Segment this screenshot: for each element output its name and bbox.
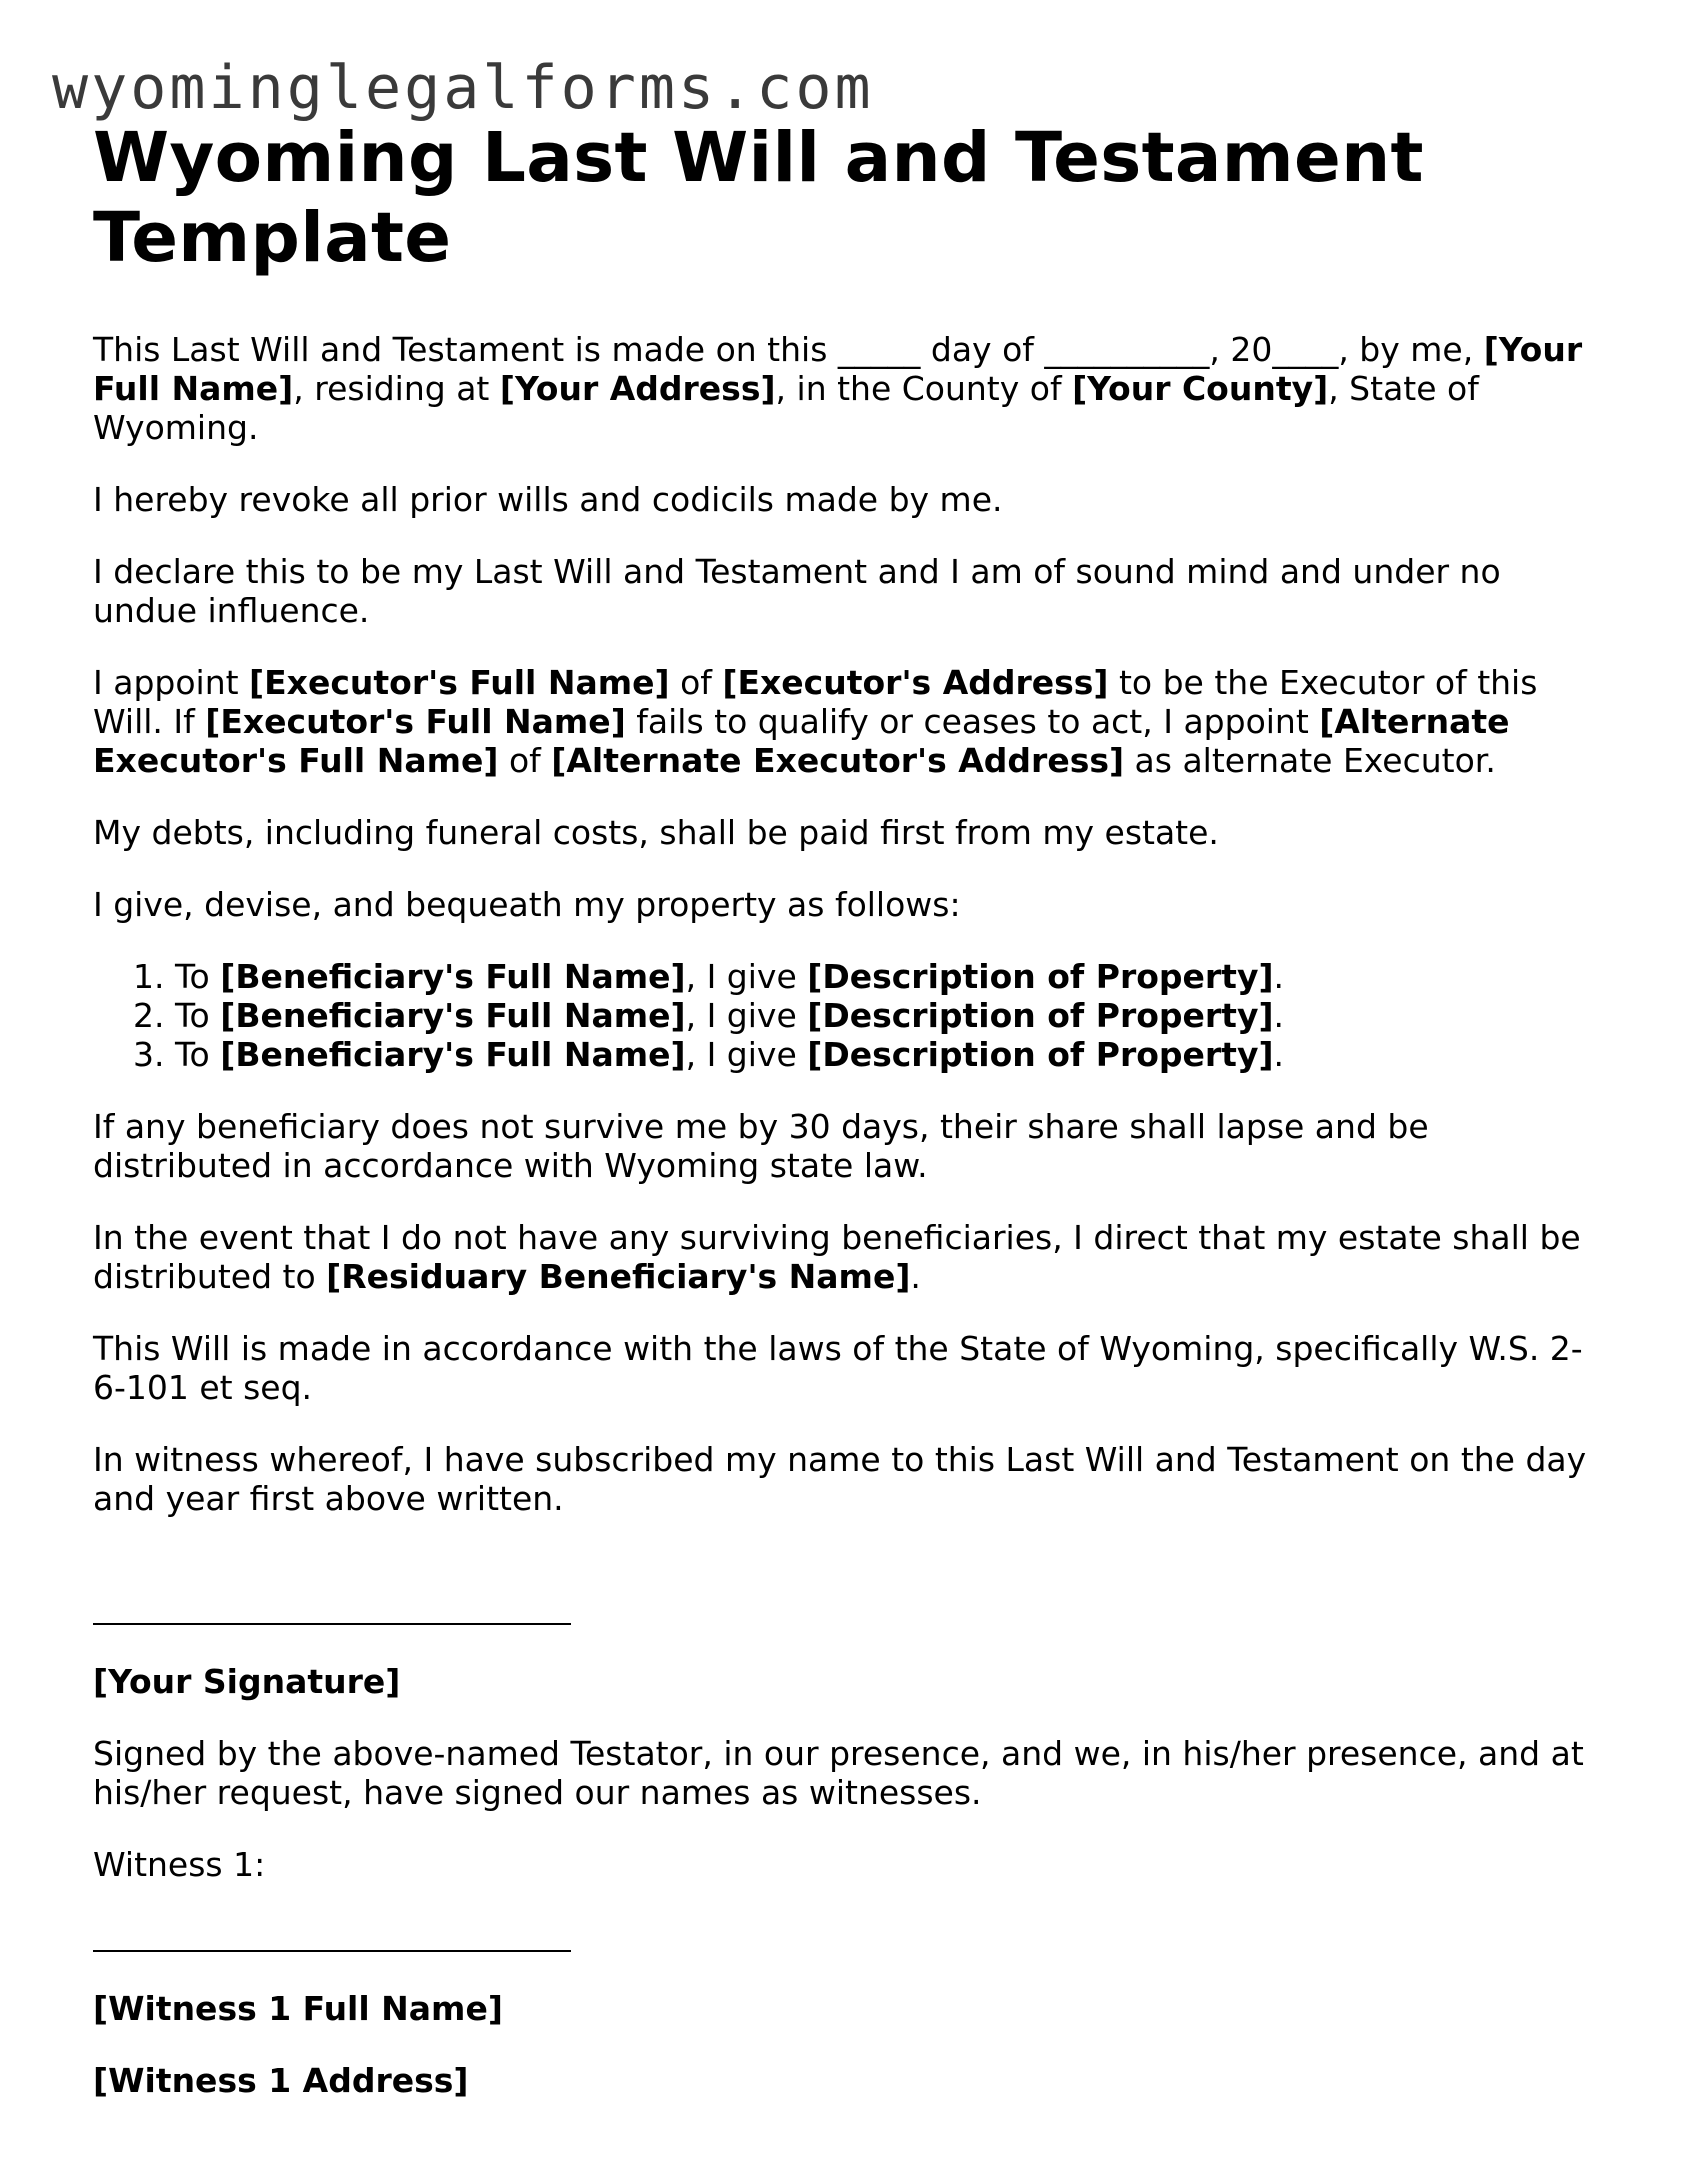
beneficiary-placeholder: [Beneficiary's Full Name] [220, 957, 686, 996]
residuary-text-2: . [910, 1257, 921, 1296]
witness1-name [93, 1989, 1593, 2028]
law-paragraph: This Will is made in accordance with the laws of the State of Wyoming, specifically W.S. 2-6-101 et seq. [93, 1329, 1583, 1407]
debts-paragraph: My debts, including funeral costs, shall be paid first from my estate. [93, 813, 1219, 852]
lapse-paragraph: If any beneficiary does not survive me by 30 days, their share shall lapse and be distributed in accordance with Wyoming state law. [93, 1107, 1429, 1185]
list-item [175, 1035, 1593, 1074]
witness1-address [93, 2061, 1593, 2100]
signature-underline [93, 1623, 571, 1625]
witness1-signature-line [93, 1917, 1593, 1956]
bequest-give: , I give [685, 1035, 808, 1074]
testator-name-placeholder: [Your Full Name] [93, 330, 1583, 408]
signature-label [93, 1662, 1593, 1701]
beneficiary-placeholder: [Beneficiary's Full Name] [220, 996, 686, 1035]
bequest-to: To [175, 1035, 221, 1074]
residuary-name-placeholder: [Residuary Beneficiary's Name] [326, 1257, 911, 1296]
signature-underline [93, 1950, 571, 1952]
executor-paragraph [93, 663, 1593, 780]
executor-address-placeholder: [Executor's Address] [722, 663, 1109, 702]
alt-executor-name-placeholder: [Alternate Executor's Full Name] [93, 702, 1510, 780]
property-placeholder: [Description of Property] [807, 1035, 1274, 1074]
site-watermark: wyominglegalforms.com [52, 53, 874, 123]
signature-label-text: [Your Signature] [93, 1662, 401, 1701]
executor-text-2: of [669, 663, 723, 702]
residuary-text-1: In the event that I do not have any surviving beneficiaries, I direct that my estate shall be distributed to [93, 1218, 1581, 1296]
intro-text-2: , residing at [293, 369, 500, 408]
revoke-paragraph: I hereby revoke all prior wills and codicils made by me. [93, 480, 1003, 519]
bequest-to: To [175, 957, 221, 996]
will-document [93, 118, 1593, 2133]
give-intro-paragraph: I give, devise, and bequeath my property as follows: [93, 885, 961, 924]
witness-clause-paragraph: In witness whereof, I have subscribed my name to this Last Will and Testament on the day and year first above written. [93, 1440, 1587, 1518]
residuary-paragraph [93, 1218, 1593, 1296]
bequest-give: , I give [685, 957, 808, 996]
intro-text-1: This Last Will and Testament is made on this _____ day of __________, 20____, by me, [93, 330, 1484, 369]
beneficiary-placeholder: [Beneficiary's Full Name] [220, 1035, 686, 1074]
testator-county-placeholder: [Your County] [1072, 369, 1329, 408]
bequest-end: . [1273, 996, 1285, 1035]
executor-name-placeholder-2: [Executor's Full Name] [205, 702, 626, 741]
executor-text-3: to be the Executor of this Will. If [93, 663, 1538, 741]
executor-text-1: I appoint [93, 663, 250, 702]
intro-paragraph [93, 330, 1593, 447]
property-placeholder: [Description of Property] [807, 957, 1274, 996]
page-title: Wyoming Last Will and Testament Template [93, 118, 1424, 278]
bequest-end: . [1273, 957, 1285, 996]
executor-text-4: fails to qualify or ceases to act, I appoint [625, 702, 1320, 741]
testator-address-placeholder: [Your Address] [499, 369, 776, 408]
list-item [175, 996, 1593, 1035]
witness1-address-text: [Witness 1 Address] [93, 2061, 469, 2100]
intro-text-4: , State of Wyoming. [93, 369, 1479, 447]
executor-text-6: as alternate Executor. [1124, 741, 1496, 780]
intro-text-3: , in the County of [775, 369, 1073, 408]
witness1-name-text: [Witness 1 Full Name] [93, 1989, 503, 2028]
executor-name-placeholder: [Executor's Full Name] [249, 663, 670, 702]
declare-paragraph: I declare this to be my Last Will and Testament and I am of sound mind and under no undue influence. [93, 552, 1501, 630]
testator-signature-line [93, 1590, 1593, 1629]
witness1-label: Witness 1: [93, 1845, 266, 1884]
property-placeholder: [Description of Property] [807, 996, 1274, 1035]
spacer [93, 1551, 1593, 1590]
executor-text-5: of [498, 741, 552, 780]
bequest-to: To [175, 996, 221, 1035]
bequest-list [93, 957, 1593, 1074]
alt-executor-address-placeholder: [Alternate Executor's Address] [551, 741, 1125, 780]
bequest-give: , I give [685, 996, 808, 1035]
bequest-end: . [1273, 1035, 1285, 1074]
attestation-paragraph: Signed by the above-named Testator, in our presence, and we, in his/her presence, and at his/her request, have signed our names as witnesses. [93, 1734, 1584, 1812]
list-item [175, 957, 1593, 996]
